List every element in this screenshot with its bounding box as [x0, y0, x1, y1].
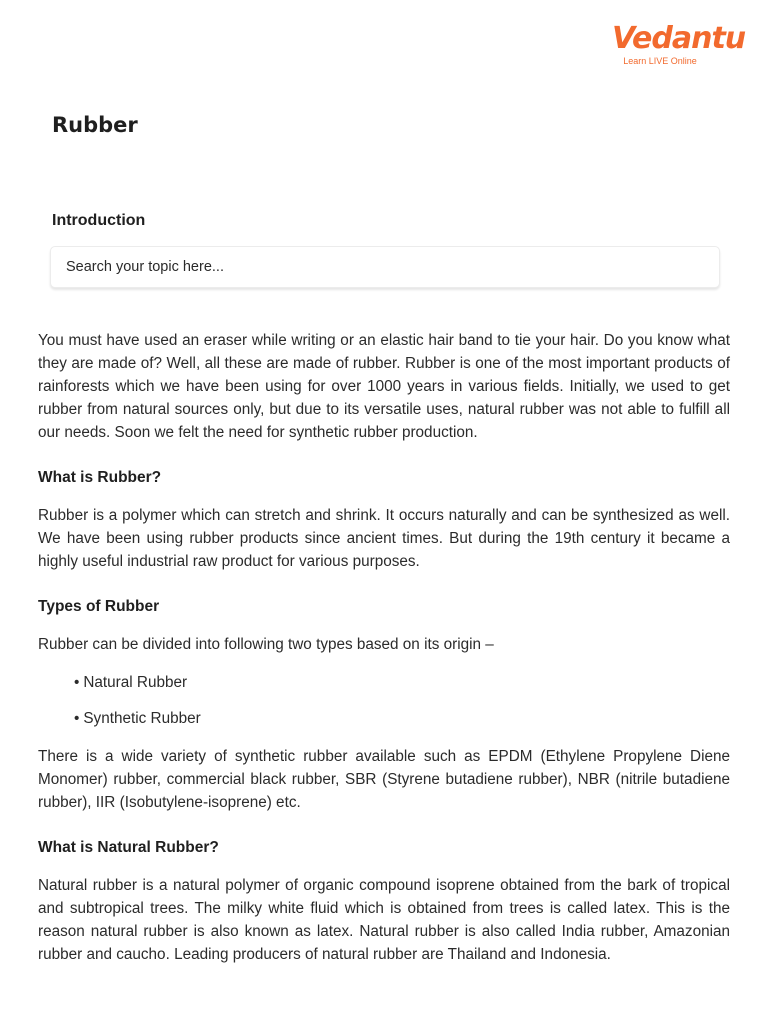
search-input[interactable] [51, 247, 666, 287]
list-item: • Natural Rubber [74, 674, 188, 691]
logo-wordmark: Vedantu [612, 21, 746, 56]
logo-tagline: Learn LIVE Online [623, 56, 697, 66]
synthetic-rubber-paragraph: There is a wide variety of synthetic rubber available such as EPDM (Ethylene Propylene Diene Monomer) rubber, commercial black rubber, SBR (Styrene butadiene rubber), NBR (nitrile butadiene rubber), IIR (Isobutylene-isoprene) etc. [38, 748, 730, 811]
types-of-rubber-paragraph: Rubber can be divided into following two types based on its origin – [38, 636, 494, 653]
article-body [38, 329, 730, 966]
page-title: Rubber [52, 113, 138, 137]
rubber-types-list [38, 671, 730, 730]
vedantu-logo[interactable] [612, 21, 746, 66]
what-is-rubber-paragraph: Rubber is a polymer which can stretch and shrink. It occurs naturally and can be synthesized as well. We have been using rubber products since ancient times. But during the 19th century it became a highly useful industrial raw product for various purposes. [38, 507, 730, 570]
types-of-rubber-heading: Types of Rubber [38, 598, 160, 615]
search-box[interactable] [50, 246, 720, 288]
natural-rubber-paragraph: Natural rubber is a natural polymer of organic compound isoprene obtained from the bark of tropical and subtropical trees. The milky white fluid which is obtained from trees is called latex. This is the reason natural rubber is also known as latex. Natural rubber is also called India rubber, Amazonian rubber and caucho. Leading producers of natural rubber are Thailand and Indonesia. [38, 877, 730, 963]
what-is-rubber-heading: What is Rubber? [38, 469, 162, 486]
list-item-label: Natural Rubber [83, 674, 188, 691]
list-item: • Synthetic Rubber [74, 710, 201, 727]
introduction-heading: Introduction [52, 212, 146, 229]
natural-rubber-heading: What is Natural Rubber? [38, 839, 219, 856]
intro-paragraph: You must have used an eraser while writing or an elastic hair band to tie your hair. Do you know what they are made of? Well, all these are made of rubber. Rubber is one of the most important products of rainforests which we have been using for over 1000 years in various fields. Initially, we used to get rubber from natural sources only, but due to its versatile uses, natural rubber was not able to fulfill all our needs. Soon we felt the need for synthetic rubber production. [38, 332, 730, 441]
list-item-label: Synthetic Rubber [83, 710, 201, 727]
